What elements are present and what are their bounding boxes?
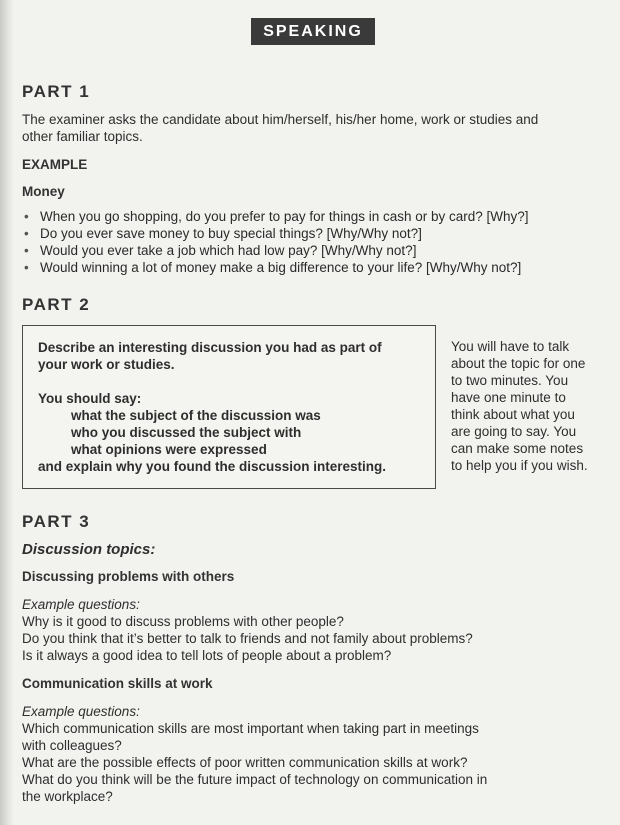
part1-question-list (22, 208, 529, 276)
part1-question: • When you go shopping, do you prefer to pay for things in cash or by card? [Why?] (22, 208, 529, 225)
part3-topic-2-title: Communication skills at work (22, 676, 213, 691)
question-line: Which communication skills are most important when taking part in meetings (22, 721, 479, 736)
part1-topic: Money (22, 184, 65, 199)
cue-card (22, 325, 436, 489)
question-line: Why is it good to discuss problems with other people? (22, 614, 344, 629)
part1-heading: PART 1 (22, 82, 91, 101)
part2-heading: PART 2 (22, 295, 91, 314)
side-note-line: think about what you (451, 407, 575, 422)
question-line: Do you think that it’s better to talk to friends and not family about problems? (22, 631, 473, 646)
part3-discussion-label: Discussion topics: (22, 541, 156, 558)
side-note-line: are going to say. You (451, 424, 577, 439)
section-banner: SPEAKING (251, 18, 375, 45)
question-line: What do you think will be the future impact of technology on communication in (22, 772, 488, 787)
cue-card-prompt-line-1: Describe an interesting discussion you had as part of (38, 340, 382, 355)
part2-side-note (451, 338, 611, 474)
cue-card-closing: and explain why you found the discussion interesting. (38, 459, 387, 474)
part3-heading: PART 3 (22, 512, 91, 531)
part1-question: • Would you ever take a job which had low pay? [Why/Why not?] (22, 242, 529, 259)
question-line: the workplace? (22, 789, 113, 804)
part3-topic-2-questions (22, 703, 487, 805)
side-note-line: to help you if you wish. (451, 458, 588, 473)
example-questions-label: Example questions: (22, 597, 140, 612)
side-note-line: have one minute to (451, 390, 566, 405)
cue-card-point: who you discussed the subject with (71, 425, 302, 440)
part1-intro-line-1: The examiner asks the candidate about him/herself, his/her home, work or studies and (22, 112, 539, 127)
page-binding-shadow (0, 0, 14, 825)
part1-question: • Would winning a lot of money make a big difference to your life? [Why/Why not?] (22, 259, 529, 276)
question-line: with colleagues? (22, 738, 122, 753)
side-note-line: can make some notes (451, 441, 584, 456)
cue-card-point: what the subject of the discussion was (71, 408, 321, 423)
part1-question: • Do you ever save money to buy special things? [Why/Why not?] (22, 225, 529, 242)
side-note-line: to two minutes. You (451, 373, 569, 388)
cue-card-prompt-line-2: your work or studies. (38, 357, 175, 372)
cue-card-point: what opinions were expressed (71, 442, 267, 457)
part3-topic-1-questions (22, 596, 473, 664)
question-line: Is it always a good idea to tell lots of people about a problem? (22, 648, 392, 663)
side-note-line: You will have to talk (451, 339, 570, 354)
cue-card-should-say: You should say: (38, 391, 142, 406)
part3-topic-1-title: Discussing problems with others (22, 569, 235, 584)
part1-example-label: EXAMPLE (22, 157, 88, 172)
question-line: What are the possible effects of poor written communication skills at work? (22, 755, 468, 770)
example-questions-label: Example questions: (22, 704, 140, 719)
part1-intro (22, 111, 538, 145)
side-note-line: about the topic for one (451, 356, 586, 371)
part1-intro-line-2: other familiar topics. (22, 129, 143, 144)
